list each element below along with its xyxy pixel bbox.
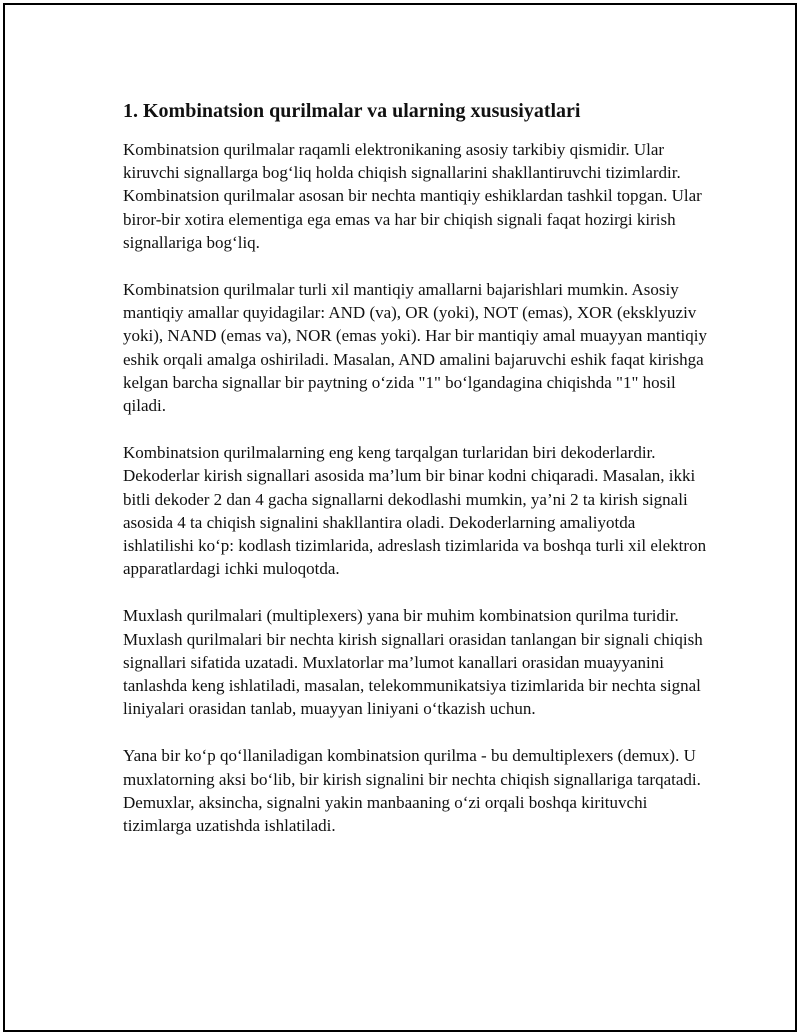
paragraph-decoders: Kombinatsion qurilmalarning eng keng tarqalgan turlaridan biri dekoderlardir. Dekoderlar kirish signallari asosida ma’lum bir binar kodni chiqaradi. Masalan, ikki bitli dekoder 2 dan 4 gacha signallarni dekodlashi mumkin, ya’ni 2 ta kirish signali asosida 4 ta chiqish signalini shakllantira oladi. Dekoderlarning amaliyotda ishlatilishi ko‘p: kodlash tizimlarida, adreslash tizimlarida va boshqa turli xil elektron apparatlardagi ichki muloqotda. — [123, 443, 707, 579]
page-frame — [3, 3, 797, 1032]
paragraph-combinational-intro: Kombinatsion qurilmalar raqamli elektronikaning asosiy tarkibiy qismidir. Ular kiruvchi signallarga bog‘liq holda chiqish signallarini shakllantiruvchi tizimlardir. Kombinatsion qurilmalar asosan bir nechta mantiqiy eshiklardan tashkil topgan. Ular biror-bir xotira elementiga ega emas va har bir chiqish signali faqat hozirgi kirish signallariga bog‘liq. — [123, 140, 702, 252]
paragraph-logic-operations: Kombinatsion qurilmalar turli xil mantiqiy amallarni bajarishlari mumkin. Asosiy mantiqiy amallar quyidagilar: AND (va), OR (yoki), NOT (emas), XOR (eksklyuziv yoki), NAND (emas va), NOR (emas yoki). Har bir mantiqiy amal muayyan mantiqiy eshik orqali amalga oshiriladi. Masalan, AND amalini bajaruvchi eshik faqat kirishga kelgan barcha signallar bir paytning o‘zida "1" bo‘lgandagina chiqishda "1" hosil qiladi. — [123, 280, 708, 416]
paragraph-multiplexers: Muxlash qurilmalari (multiplexers) yana bir muhim kombinatsion qurilma turidir. Muxlash qurilmalari bir nechta kirish signallari orasidan tanlangan bir signali chiqish signallari sifatida uzatadi. Muxlatorlar ma’lumot kanallari orasidan muayyanini tanlashda keng ishlatiladi, masalan, telekommunikatsiya tizimlarida bir nechta signal liniyalari orasidan tanlab, muayyan liniyani o‘tkazish uchun. — [123, 606, 703, 719]
section-heading: 1. Kombinatsion qurilmalar va ularning xususiyatlari — [123, 100, 581, 122]
paragraph-demultiplexers: Yana bir ko‘p qo‘llaniladigan kombinatsion qurilma - bu demultiplexers (demux). U muxlatorning aksi bo‘lib, bir kirish signalini bir nechta chiqish signallariga tarqatadi. Demuxlar, aksincha, signalni yakin manbaaning o‘zi orqali boshqa kirituvchi tizimlarga uzatishda ishlatiladi. — [123, 746, 701, 836]
document-body — [123, 97, 708, 861]
